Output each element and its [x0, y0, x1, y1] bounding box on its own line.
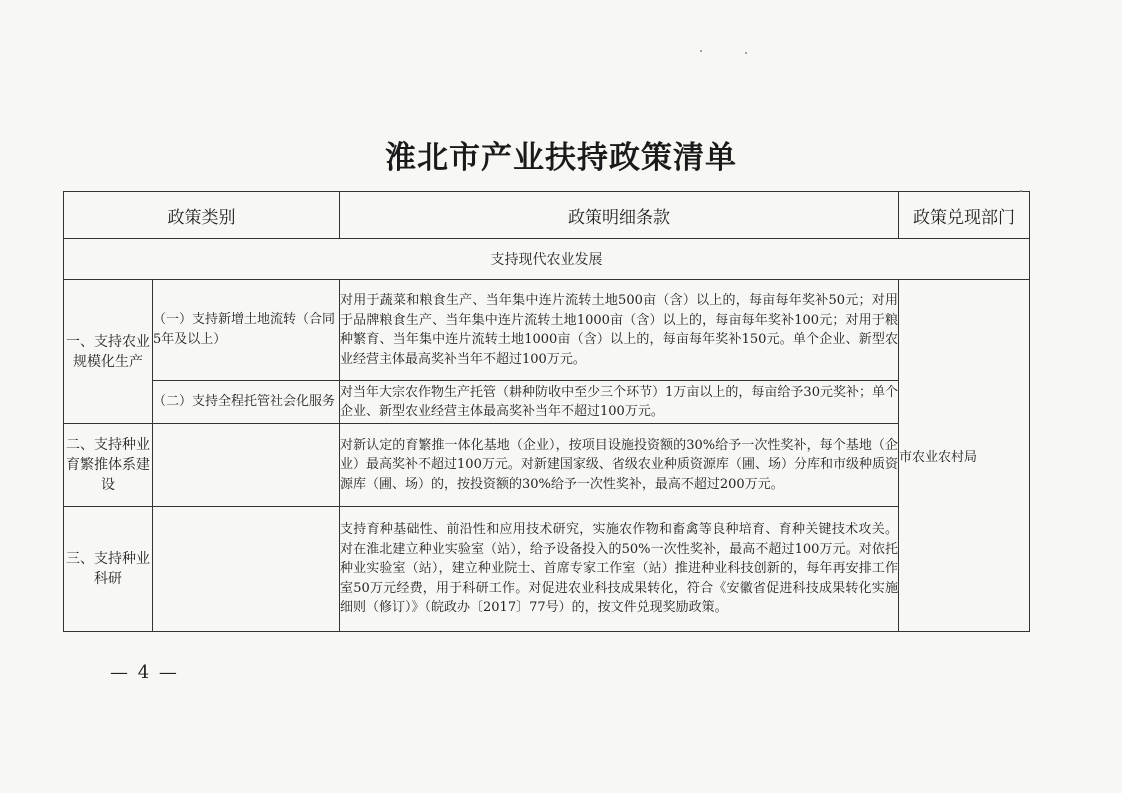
- detail-cell: 支持育种基础性、前沿性和应用技术研究，实施农作物和畜禽等良种培育、育种关键技术攻关。对在淮北建立种业实验室（站），给予设备投入的50%一次性奖补，最高不超过100万元。对依托种业实验室（站），建立种业院士、首席专家工作室（站）推进种业科技创新的，每年再安排工作室50万元经费，用于科研工作。对促进农业科技成果转化，符合《安徽省促进科技成果转化实施细则（修订）》（皖政办〔2017〕77号）的，按文件兑现奖励政策。: [340, 507, 899, 632]
- table-row: [64, 424, 1030, 507]
- table-row: [64, 507, 1030, 632]
- scan-speck: [700, 50, 702, 52]
- detail-cell: 对新认定的育繁推一体化基地（企业），按项目设施投资额的30%给予一次性奖补，每个基地（企业）最高奖补不超过100万元。对新建国家级、省级农业种质资源库（圃、场）分库和市级种质资源库（圃、场）的，按投资额的30%给予一次性奖补，最高不超过200万元。: [340, 424, 899, 507]
- section-title: 支持现代农业发展: [64, 239, 1030, 280]
- table-row: [64, 381, 1030, 424]
- detail-cell: 对当年大宗农作物生产托管（耕种防收中至少三个环节）1万亩以上的，每亩给予30元奖补；单个企业、新型农业经营主体最高奖补当年不超过100万元。: [340, 381, 899, 424]
- category-cell: 二、支持种业育繁推体系建设: [64, 424, 153, 507]
- page-title: 淮北市产业扶持政策清单: [385, 140, 737, 176]
- subcategory-cell: [153, 424, 340, 507]
- scan-speck: [745, 52, 747, 54]
- subcategory-cell: [153, 507, 340, 632]
- subcategory-cell: （一）支持新增土地流转（合同5年及以上）: [153, 280, 340, 381]
- table-row: [64, 280, 1030, 381]
- scan-speck: [1020, 190, 1022, 192]
- header-category: 政策类别: [64, 192, 340, 239]
- category-cell: 三、支持种业科研: [64, 507, 153, 632]
- header-details: 政策明细条款: [340, 192, 899, 239]
- policy-table: [63, 191, 1030, 632]
- page-number: — 4 —: [110, 662, 179, 683]
- table-header-row: [64, 192, 1030, 239]
- header-department: 政策兑现部门: [899, 192, 1030, 239]
- subcategory-cell: （二）支持全程托管社会化服务: [153, 381, 340, 424]
- department-cell: 市农业农村局: [899, 280, 1030, 632]
- section-row: [64, 239, 1030, 280]
- category-cell: 一、支持农业规模化生产: [64, 280, 153, 424]
- detail-cell: 对用于蔬菜和粮食生产、当年集中连片流转土地500亩（含）以上的，每亩每年奖补50元；对用于品牌粮食生产、当年集中连片流转土地1000亩（含）以上的，每亩每年奖补100元；对用于粮种繁育、当年集中连片流转土地1000亩（含）以上的，每亩每年奖补150元。单个企业、新型农业经营主体最高奖补当年不超过100万元。: [340, 280, 899, 381]
